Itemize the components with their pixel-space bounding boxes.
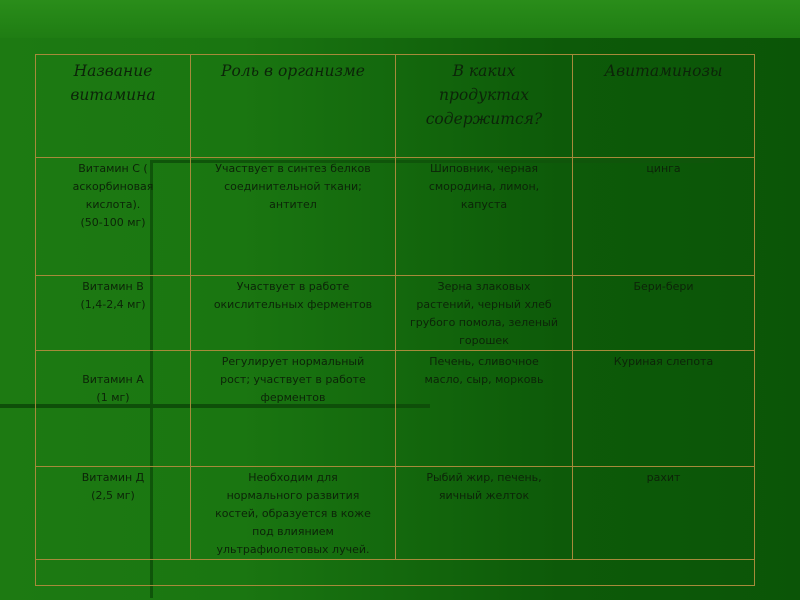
cell-text: аскорбиновая	[72, 180, 154, 193]
cell-text: Участвует в работе	[236, 280, 350, 293]
cell-text: цинга	[646, 162, 681, 175]
cell-text: растений, черный хлеб	[416, 298, 552, 311]
header-text: Роль в организме	[221, 62, 365, 80]
header-text: Название	[73, 62, 153, 80]
cell-text: костей, образуется в коже	[215, 507, 371, 520]
empty-cell	[36, 560, 755, 586]
vitamin-name-cell	[36, 467, 191, 560]
cell-text: Необходим для	[248, 471, 338, 484]
cell-text: под влиянием	[252, 525, 334, 538]
header-text: витамина	[70, 86, 156, 104]
header-text: Авитаминозы	[604, 62, 723, 80]
cell-text: Куриная слепота	[613, 355, 714, 368]
header-role	[191, 55, 396, 158]
cell-text: смородина, лимон,	[428, 180, 540, 193]
cell-text: Рыбий жир, печень,	[426, 471, 542, 484]
table-row	[36, 158, 755, 276]
role-cell	[191, 158, 396, 276]
table-row-empty	[36, 560, 755, 586]
disease-cell	[573, 467, 755, 560]
cell-text: Витамин А	[82, 373, 144, 386]
header-text: В каких	[452, 62, 516, 80]
products-cell	[396, 467, 573, 560]
products-cell	[396, 158, 573, 276]
cell-text: Витамин Д	[81, 471, 145, 484]
disease-cell	[573, 158, 755, 276]
cell-text: капуста	[460, 198, 508, 211]
cell-text: (2,5 мг)	[91, 489, 135, 502]
role-cell	[191, 276, 396, 351]
vitamins-table	[35, 54, 755, 586]
cell-text: рахит	[646, 471, 681, 484]
slide-top-band	[0, 0, 800, 38]
table-row	[36, 467, 755, 560]
role-cell	[191, 351, 396, 467]
table-row	[36, 276, 755, 351]
cell-text: ферментов	[260, 391, 326, 404]
products-cell	[396, 276, 573, 351]
vitamin-name-cell	[36, 276, 191, 351]
cell-text: окислительных ферментов	[213, 298, 373, 311]
disease-cell	[573, 276, 755, 351]
cell-text: нормального развития	[226, 489, 360, 502]
table-header-row	[36, 55, 755, 158]
cell-text: соединительной ткани;	[224, 180, 362, 193]
role-cell	[191, 467, 396, 560]
cell-text: Бери-бери	[633, 280, 694, 293]
cell-text: (1,4-2,4 мг)	[80, 298, 146, 311]
cell-text: Регулирует нормальный	[221, 355, 365, 368]
cell-text: масло, сыр, морковь	[424, 373, 544, 386]
cell-text: Участвует в синтез белков	[215, 162, 371, 175]
vitamin-name-cell	[36, 158, 191, 276]
cell-text: (50-100 мг)	[80, 216, 146, 229]
cell-text: Шиповник, черная	[429, 162, 539, 175]
cell-text: кислота).	[85, 198, 141, 211]
cell-text: Печень, сливочное	[429, 355, 539, 368]
cell-text: Витамин В	[82, 280, 144, 293]
cell-text: яичный желток	[438, 489, 530, 502]
cell-text: ультрафиолетовых лучей.	[216, 543, 370, 556]
cell-text: Витамин С (	[78, 162, 148, 175]
vitamin-name-cell	[36, 351, 191, 467]
header-products	[396, 55, 573, 158]
header-text: содержится?	[425, 110, 543, 128]
cell-text: (1 мг)	[96, 391, 130, 404]
header-vitamin-name	[36, 55, 191, 158]
table-row	[36, 351, 755, 467]
disease-cell	[573, 351, 755, 467]
header-text: продуктах	[439, 86, 529, 104]
cell-text: антител	[269, 198, 317, 211]
products-cell	[396, 351, 573, 467]
cell-text: Зерна злаковых	[437, 280, 531, 293]
cell-text: грубого помола, зеленый	[410, 316, 558, 329]
cell-text: горошек	[459, 334, 509, 347]
cell-text: рост; участвует в работе	[220, 373, 366, 386]
header-avitaminosis	[573, 55, 755, 158]
